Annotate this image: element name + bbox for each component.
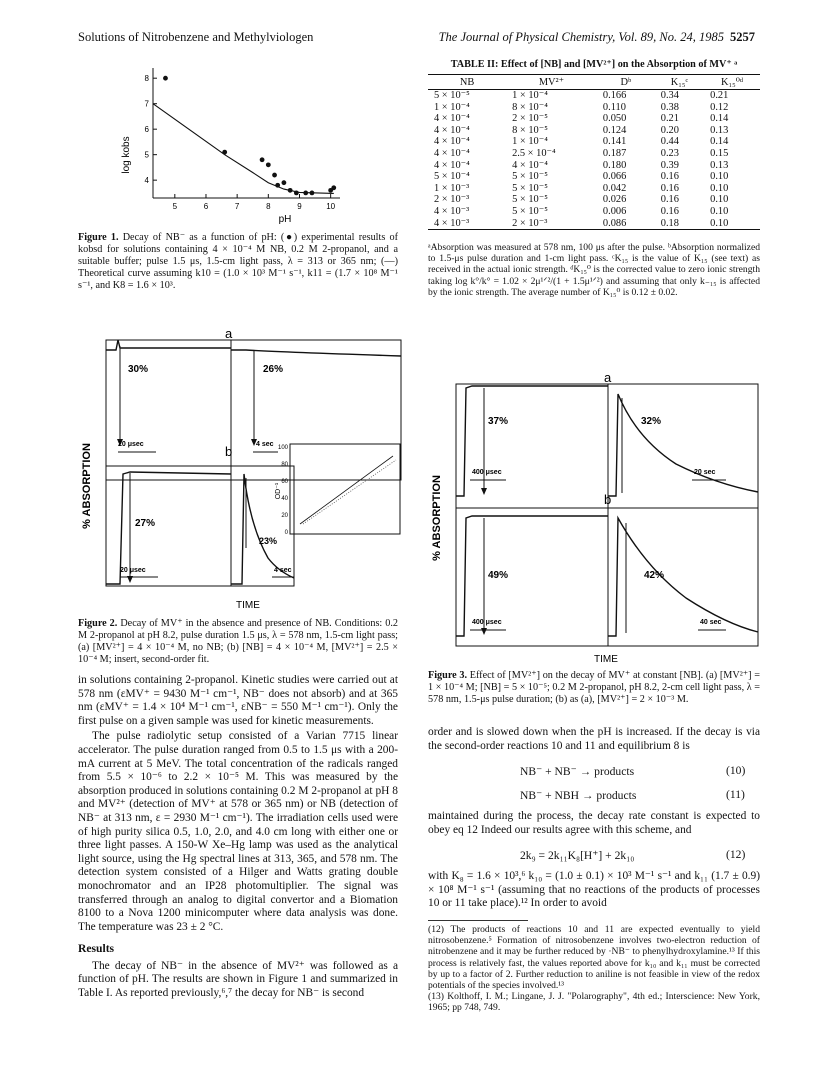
table-cell: 1 × 10⁻⁴ [434,101,470,113]
fig2-panel-a2-frame [231,340,401,480]
table-cell: 0.026 [602,194,627,206]
table-cell: 0.10 [710,194,729,206]
fig1-data-point [260,157,265,162]
table-cell: 4 × 10⁻⁴ [434,147,470,159]
figure-3-caption [428,670,760,706]
table-2 [428,74,760,230]
table-cell: 4 × 10⁻³ [434,205,470,217]
table-cell: 4 × 10⁻⁴ [434,136,470,148]
fig2-insert-tick-40: 40 [281,496,288,502]
fig1-y-tick-label: 7 [144,99,149,109]
fig2-insert-ylabel: OD⁻¹ [275,482,282,500]
table-cell: 0.086 [597,218,655,230]
fig2-trace-a1 [106,340,231,350]
fig1-x-tick-label: 10 [326,202,336,211]
fig2-pct-b2: 23% [259,536,278,546]
fig2-insert-fit [300,456,393,524]
table-cell: 0.180 [602,159,627,171]
table-cell: 0.16 [660,182,679,194]
table-row [428,90,760,102]
footnotes [428,924,760,1014]
table-row [428,102,760,114]
fig1-x-tick-label: 6 [203,202,209,211]
table-cell: 8 × 10⁻⁵ [512,124,548,136]
fig1-x-tick-label: 8 [266,202,271,211]
table-cell: 0.39 [660,159,679,171]
table-cell: 1 × 10⁻⁴ [512,90,548,101]
table-cell: 0.16 [660,171,679,183]
fig2-label-b: b [225,444,233,459]
equation-10: NB⁻ + NB⁻ → products [520,765,635,778]
table-cell: 4 × 10⁻⁴ [434,159,470,171]
table-row [428,194,760,206]
table-header-mv: MV²⁺ [506,75,597,90]
fig1-data-point [294,191,299,196]
table-cell: 0.44 [660,136,679,148]
fig2-caption-label: Figure 2. [78,618,118,629]
body-paragraph: in solutions containing 2-propanol. Kinetic studies were carried out at 578 nm (εMV⁺ = 9430 M⁻¹ cm⁻¹, NB⁻ does not absorb) and at 365 nm (εMV⁺ = 1.4 × 10⁴ M⁻¹ cm⁻¹, εNB⁻ = 550 M⁻¹ cm⁻¹). Only the first pulse on a given sample was used for kinetic measurements. [78,674,398,727]
right-column-body [428,726,760,755]
table-cell: 0.14 [710,136,729,148]
fig2-time-b1: 20 μsec [120,567,146,574]
fig2-time-a2: 4 sec [256,441,274,448]
table-row [428,113,760,125]
fig3-caption-text: Effect of [MV²⁺] on the decay of MV⁺ at constant [NB]. (a) [MV²⁺] = 1 × 10⁻⁴ M; [NB] = 5 × 10⁻⁵; 0.2 M 2-propanol, pH 8.2, 2-cm cell light pass, λ = 578 nm, 1.5-μs pulse duration; (b) as (a), [MV²⁺] = 2 × 10⁻³ M. [428,670,760,705]
fig1-y-tick-label: 8 [144,74,149,84]
fig1-y-tick-label: 6 [144,125,149,135]
table-cell: 0.21 [660,113,679,125]
table-cell: 4 × 10⁻⁴ [512,159,548,171]
fig3-time-b1: 400 μsec [472,619,502,626]
fig1-caption-text: Decay of NB⁻ as a function of pH: (●) experimental results of kobsd for solutions containing 4 × 10⁻⁴ M NB, 0.2 M 2-propanol, and a suitable buffer; pulse 1.5 μs, 1.5-cm light pass, λ = 313 or 365 nm; (—) Theoretical curve assuming k10 = (1.0 × 10³ M⁻¹ s⁻¹, k11 = (1.7 × 10⁸ M⁻¹ s⁻¹, and K8 = 1.6 × 10³. [78,232,398,291]
table-row [428,160,760,172]
fig2-xlabel: TIME [236,600,260,611]
fig3-caption-label: Figure 3. [428,670,468,681]
table-row [428,136,760,148]
table-row [428,206,760,218]
figure-2-traces [78,326,408,616]
table-row [428,125,760,137]
fig2-pct-a1: 30% [128,364,149,375]
fig1-xlabel: pH [278,214,292,225]
table-cell: 0.15 [710,147,729,159]
fig2-ylabel: % ABSORPTION [81,443,93,529]
fig2-label-a: a [225,326,233,341]
table-cell: 0.18 [655,218,704,230]
body-paragraph: The decay of NB⁻ in the absence of MV²⁺ was followed as a function of pH. The results are shown in Figure 1 and summarized in Table I. As reported previously,⁶,⁷ the decay for NB⁻ is second [78,959,398,1000]
fig2-time-a1: 20 μsec [118,441,144,448]
table-cell: 0.166 [602,90,627,101]
table-cell: 0.20 [660,124,679,136]
fig2-insert-tick-20: 20 [281,513,288,519]
fig1-x-tick-label: 9 [297,202,302,211]
table-2-title: TABLE II: Effect of [NB] and [MV²⁺] on the Absorption of MV⁺ ᵃ [450,59,738,70]
table-cell: 1 × 10⁻⁴ [512,136,548,148]
left-column-body [78,674,398,1003]
fig3-pct-a1: 37% [488,416,509,427]
fig3-pct-b2: 42% [644,570,665,581]
fig1-theory-curve [153,104,334,194]
fig1-x-tick-label: 7 [234,202,240,211]
table-header-nb: NB [428,75,506,90]
table-cell: 0.38 [660,101,679,113]
fig1-data-point [266,162,271,167]
footnote-13: (13) Kolthoff, I. M.; Lingane, J. J. "Polarography", 4th ed.; Interscience: New York, 1965; pp 748, 749. [428,991,760,1014]
fig1-ylabel: log kobs [121,136,132,174]
table-cell: 2 × 10⁻³ [434,194,470,206]
table-cell: 0.13 [710,124,729,136]
fig2-caption-text: Decay of MV⁺ in the absence and presence of NB. Conditions: 0.2 M 2-propanol at pH 8.2, pulse duration 1.5 μs, λ = 578 nm, 1.5-cm light pass; (a) [MV²⁺] = 4 × 10⁻⁴ M, no NB; (b) [NB] = 4 × 10⁻⁴ M, [MV²⁺] = 2.5 × 10⁻⁴ M; insert, second-order fit. [78,618,398,665]
fig1-data-point [331,185,336,190]
equation-11-number: (11) [726,788,745,801]
table-row [428,148,760,160]
table-cell: 0.110 [602,101,626,113]
equation-12: 2k₉ = 2k₁₁K₈[H⁺] + 2k₁₀ [520,849,635,862]
fig3-time-a2: 20 sec [694,469,716,476]
fig3-pct-a2: 32% [641,416,662,427]
table-cell: 0.10 [710,205,729,217]
table-cell: 2.5 × 10⁻⁴ [512,147,556,159]
table-cell: 0.13 [710,159,729,171]
table-cell: 4 × 10⁻⁴ [434,113,470,125]
running-head-journal [439,30,755,45]
table-cell: 0.16 [660,194,679,206]
fig1-data-point [310,191,315,196]
table-cell: 0.187 [602,147,627,159]
fig2-insert-tick-80: 80 [281,462,288,468]
fig1-caption-label: Figure 1. [78,232,119,243]
table-2-footnotes: ᵃAbsorption was measured at 578 nm, 100 μs after the pulse. ᵇAbsorption normalized to 1.5-μs pulse duration and 1-cm light pass. ᶜK₁₅ is the value of K₁₅ (see text) as received in the actual ionic strength. ᵈK₁₅⁰ is the corrected value to zero ionic strength taking log k°/k° = 1.02 × 2μ¹ᐟ²/(1 + 1.5μ¹ᐟ²) and assuming that only k₋₁₅ is affected by the ionic strength. The average number of K₁₅⁰ is 0.12 ± 0.02. [428,242,760,298]
body-paragraph: order and is slowed down when the pH is increased. If the decay is via the second-order reactions 10 and 11 and equilibrium 8 is [428,726,760,752]
table-cell: 2 × 10⁻³ [506,218,597,230]
fig3-xlabel: TIME [594,654,618,665]
table-cell: 0.10 [710,182,729,194]
body-paragraph: maintained during the process, the decay rate constant is expected to obey eq 12 Indeed our results agree with this scheme, and [428,810,760,836]
fig3-time-a1: 400 μsec [472,469,502,476]
table-cell: 0.23 [660,147,679,159]
table-cell: 5 × 10⁻⁴ [434,171,470,183]
table-cell: 0.006 [602,205,627,217]
fig3-arrowhead-b1 [481,628,487,635]
table-header-k150: K₁₅⁰ᵈ [704,75,760,90]
equation-10-number: (10) [726,764,746,777]
table-row [428,218,760,230]
fig2-trace-a2 [231,350,401,356]
fig1-tick-labels [145,74,336,211]
table-cell: 2 × 10⁻⁵ [512,113,548,125]
fig1-data-point [282,180,287,185]
fig1-axes [153,68,340,198]
table-row [428,171,760,183]
body-paragraph: with K₈ = 1.6 × 10³,⁶ k₁₀ = (1.0 ± 0.1) × 10³ M⁻¹ s⁻¹ and k₁₁ (1.7 ± 0.9) × 10⁸ M⁻¹ s⁻¹ (assuming that no reactions of the products of processes 10 or 11 take place).¹² In order to avoid [428,870,760,910]
table-cell: 0.21 [710,90,729,101]
table-cell: 5 × 10⁻⁵ [512,194,548,206]
fig1-theory-line [153,104,334,194]
table-cell: 5 × 10⁻⁵ [512,171,548,183]
fig2-pct-b1: 27% [135,518,156,529]
fig2-insert-data [303,460,396,524]
fig3-panel-a2-frame [608,384,758,508]
fig3-trace-a2 [608,394,758,496]
table-cell: 0.066 [602,171,627,183]
table-header-k15: K₁₅ᶜ [655,75,704,90]
fig3-label-a: a [604,370,612,385]
fig1-x-tick-label: 5 [172,202,178,211]
table-cell: 4 × 10⁻⁴ [434,124,470,136]
fig3-ylabel: % ABSORPTION [431,475,443,561]
table-cell: 1 × 10⁻³ [434,182,470,194]
fig2-time-b2: 4 sec [274,567,292,574]
fig2-insert-frame [290,444,400,534]
results-heading: Results [78,942,115,956]
fig1-data-point [272,173,277,178]
figure-1-caption [78,232,398,292]
fig3-panel-a1-frame [456,384,608,508]
equation-11: NB⁻ + NBH → products [520,789,637,802]
fig3-arrowhead-a1 [481,488,487,495]
table-header-row [428,75,760,90]
footnote-12: (12) The products of reactions 10 and 11 are expected eventually to yield nitrosobenzene.⁵ Formation of nitrosobenzene involves two-electron reduction of nitrobenzene and it may be further reduced by ·NB⁻ to phenylhydroxylamine.¹³ If this process is relatively fast, the values reported above for k₁₀ and k₁₁ must be corrected by up to a factor of 2. Further reduction to aniline is not feasible in view of the redox potentials of the species involved.¹³ [428,924,760,992]
figure-3-traces [426,368,766,668]
fig1-data-point [303,191,308,196]
fig1-y-tick-label: 5 [144,150,149,160]
table-cell: 0.050 [602,113,627,125]
table-cell: 0.34 [660,90,679,101]
figure-2-caption [78,618,398,666]
table-cell: 0.10 [704,218,760,230]
table-header-d: Dᵇ [597,75,655,90]
fig3-time-b2: 40 sec [700,619,722,626]
table-cell: 5 × 10⁻⁵ [512,205,548,217]
fig3-trace-b2 [608,518,758,636]
fig2-panel-a1-frame [106,340,231,480]
journal-citation: The Journal of Physical Chemistry, Vol. 89, No. 24, 1985 [438,30,724,44]
right-column-body-2 [428,810,760,839]
right-column-body-3 [428,870,760,913]
table-cell: 0.042 [602,182,627,194]
fig3-trace-b1 [456,516,608,636]
fig2-insert-tick-100: 100 [277,445,288,451]
table-cell: 5 × 10⁻⁵ [434,90,470,101]
fig2-insert-tick-0: 0 [284,530,288,536]
table-row [428,183,760,195]
body-paragraph: The pulse radiolytic setup consisted of a Varian 7715 linear accelerator. The pulse duration ranged from 0.5 to 1.5 μs with a 200-mA current at 5 MeV. The total concentration of the radicals ranged from 5.5 × 10⁻⁶ to 2.2 × 10⁻⁵ M. This was measured by the absorption produced in solutions containing 0.2 M 2-propanol at pH 8 and MV²⁺ (detection of MV⁺ at 578 or 365 nm) or NB (detection of NB⁻ at 313 nm, ε = 2930 M⁻¹ cm⁻¹). The irradiation cells used were of high purity silica 0.5, 1.0, 2.0, and 4.0 cm long with either one or three light passes. A 150-W Xe–Hg lamp was used as the analytical light source, using the Hg spectral lines at 313, 365, and 578 nm. The detection system consisted of a Hilger and Watts grating double monochromator and an IP28 photomultiplier. The signal was transferred through an analog to digital convertor and a Biomation 8100 to a Nova 1200 minicomputer where data analysis was done. The temperature was 23 ± 2 °C. [78,730,398,933]
figure-1-plot [115,60,355,230]
table-cell: 8 × 10⁻⁴ [512,101,548,113]
fig1-data-point [163,76,168,81]
table-cell: 0.124 [602,124,627,136]
fig1-data-point [288,188,293,193]
table-cell: 0.141 [602,136,627,148]
fig1-y-tick-label: 4 [144,176,149,186]
table-cell: 0.16 [660,205,679,217]
table-cell: 4 × 10⁻³ [428,218,506,230]
fig1-data-point [275,183,280,188]
page-number: 5257 [730,30,755,44]
fig1-data-points [163,76,336,196]
table-cell: 0.12 [710,101,729,113]
fig3-pct-b1: 49% [488,570,509,581]
running-head-title: Solutions of Nitrobenzene and Methylviologen [78,30,314,44]
equation-12-number: (12) [726,848,746,861]
table-cell: 0.10 [710,171,729,183]
fig3-label-b: b [604,492,612,507]
fig2-pct-a2: 26% [263,364,284,375]
table-cell: 0.14 [710,113,729,125]
table-cell: 5 × 10⁻⁵ [512,182,548,194]
footnote-rule [428,920,528,921]
fig2-insert-tick-60: 60 [281,479,288,485]
fig1-data-point [222,150,227,155]
table-body [428,90,760,230]
